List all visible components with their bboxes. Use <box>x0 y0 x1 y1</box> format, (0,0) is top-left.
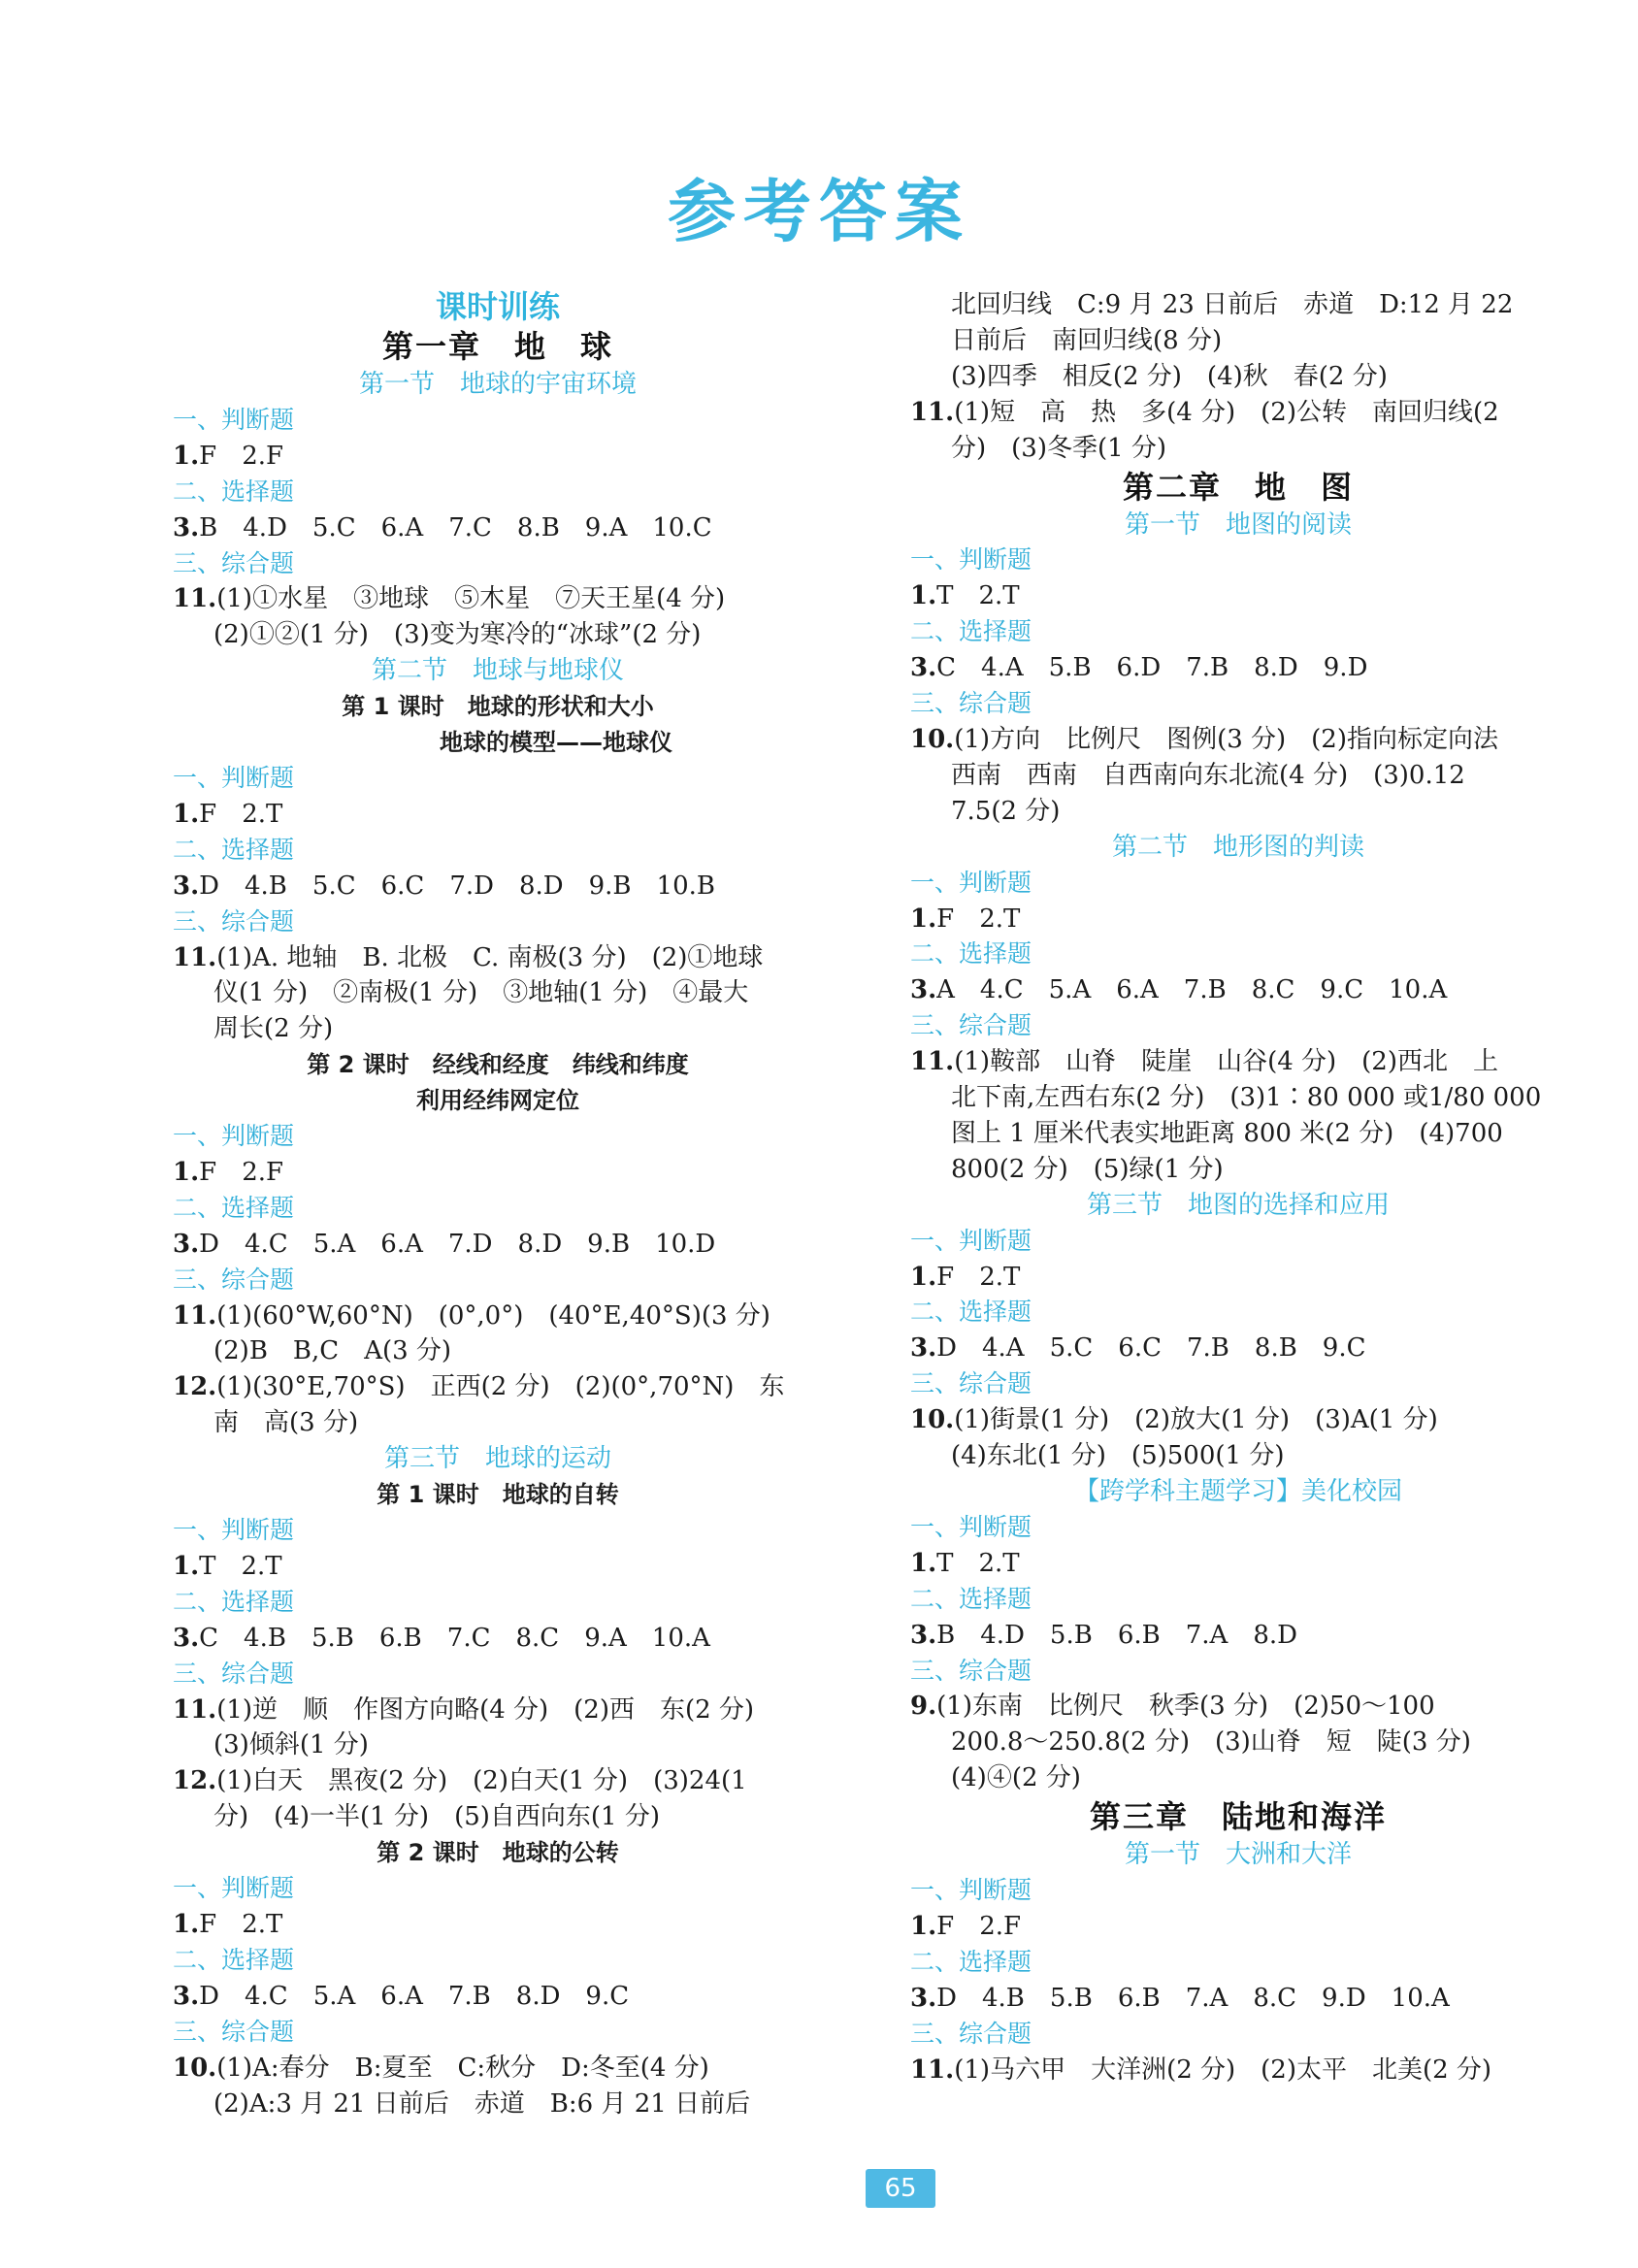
chapter-heading: 第一章 地 球 <box>381 328 613 365</box>
answer-text: (1)①水星 ③地球 ⑤木星 ⑦天王星(4 分) <box>216 584 726 614</box>
answer-line <box>173 439 823 475</box>
answer-text: (1)A. 地轴 B. 北极 C. 南极(3 分) (2)①地球 <box>216 942 764 972</box>
answer-continuation: 北下南,左西右东(2 分) (3)1∶80 000 或1/80 000 <box>951 1083 1542 1113</box>
question-number: 11. <box>173 942 217 972</box>
answer-line <box>173 1621 823 1657</box>
answer-continuation: (2)B B,C A(3 分) <box>213 1336 452 1366</box>
answer-text: T 2.T <box>199 1551 282 1581</box>
answer-continuation: 分) (3)冬季(1 分) <box>951 433 1167 463</box>
answer-continuation: 南 高(3 分) <box>213 1408 359 1438</box>
answer-text: D 4.B 5.B 6.B 7.A 8.C 9.D 10.A <box>936 1983 1450 2013</box>
question-number: 1. <box>910 1262 937 1292</box>
answer-line <box>173 1369 823 1405</box>
question-number: 11. <box>173 1300 217 1331</box>
question-type-label: 一、判断题 <box>173 1122 295 1151</box>
question-type-label: 三、综合题 <box>173 2017 295 2046</box>
question-type-label: 二、选择题 <box>910 1298 1032 1327</box>
answer-line <box>910 1331 1566 1366</box>
lesson-title: 第 1 课时 地球的自转 <box>377 1481 619 1509</box>
answer-continuation: (3)四季 相反(2 分) (4)秋 春(2 分) <box>951 361 1388 391</box>
chapter-heading: 第二章 地 图 <box>1122 468 1354 506</box>
answer-line <box>173 1979 823 2015</box>
answer-text: D 4.C 5.A 6.A 7.D 8.D 9.B 10.D <box>199 1229 716 1259</box>
lesson-title: 第 2 课时 地球的公转 <box>377 1839 619 1867</box>
question-number: 3. <box>910 653 937 683</box>
answer-text: C 4.A 5.B 6.D 7.B 8.D 9.D <box>936 653 1368 683</box>
answer-text: F 2.T <box>199 799 283 829</box>
question-type-label: 二、选择题 <box>910 1947 1032 1976</box>
answer-text: T 2.T <box>936 581 1020 611</box>
answer-line <box>173 1155 823 1191</box>
answer-text: B 4.D 5.C 6.A 7.C 8.B 9.A 10.C <box>199 512 712 542</box>
question-type-label: 三、综合题 <box>910 1656 1032 1685</box>
question-number: 12. <box>173 1372 217 1402</box>
answer-text: (1)短 高 热 多(4 分) (2)公转 南回归线(2 <box>954 397 1499 427</box>
answer-text: F 2.T <box>199 1909 283 1939</box>
answer-line <box>173 510 823 546</box>
question-number: 3. <box>910 1333 937 1364</box>
answer-line <box>173 1227 823 1263</box>
question-type-label: 一、判断题 <box>910 545 1032 575</box>
question-type-label: 二、选择题 <box>173 1193 295 1222</box>
question-number: 10. <box>910 724 955 754</box>
answer-line <box>173 869 823 904</box>
answer-continuation: (4)东北(1 分) (5)500(1 分) <box>951 1441 1285 1471</box>
answer-text: F 2.F <box>199 1157 284 1187</box>
left-column <box>173 287 823 2121</box>
answer-text: F 2.T <box>936 904 1021 934</box>
answer-text: D 4.A 5.C 6.C 7.B 8.B 9.C <box>936 1333 1366 1364</box>
answer-continuation: 日前后 南回归线(8 分) <box>951 325 1223 355</box>
question-type-label: 一、判断题 <box>910 1876 1032 1905</box>
question-number: 1. <box>910 904 937 934</box>
section-title: 第一节 地图的阅读 <box>1124 509 1352 540</box>
answer-line <box>173 1693 823 1728</box>
answer-text: D 4.B 5.C 6.C 7.D 8.D 9.B 10.B <box>199 871 715 901</box>
question-number: 1. <box>910 1911 937 1941</box>
answer-text: A 4.C 5.A 6.A 7.B 8.C 9.C 10.A <box>936 975 1448 1005</box>
answer-line <box>910 1689 1566 1725</box>
answer-text: F 2.T <box>936 1262 1021 1292</box>
section-title: 第一节 大洲和大洋 <box>1124 1840 1352 1870</box>
answer-line <box>173 581 823 617</box>
question-number: 11. <box>910 397 955 427</box>
question-type-label: 二、选择题 <box>910 617 1032 646</box>
answer-line <box>910 1402 1566 1438</box>
answer-continuation: (2)①②(1 分) (3)变为寒冷的“冰球”(2 分) <box>213 620 702 650</box>
section-title: 第一节 地球的宇宙环境 <box>358 370 637 399</box>
answer-text: (1)东南 比例尺 秋季(3 分) (2)50～100 <box>936 1692 1435 1722</box>
answer-continuation: 北回归线 C:9 月 23 日前后 赤道 D:12 月 22 <box>951 290 1514 319</box>
answer-line <box>910 650 1566 686</box>
question-type-label: 一、判断题 <box>173 405 295 434</box>
answer-text: C 4.B 5.B 6.B 7.C 8.C 9.A 10.A <box>199 1623 710 1653</box>
question-number: 12. <box>173 1766 217 1796</box>
chapter-heading: 第三章 陆地和海洋 <box>1089 1798 1387 1836</box>
question-type-label: 三、综合题 <box>910 689 1032 718</box>
page-title: 参考答案 <box>668 171 970 251</box>
question-type-label: 二、选择题 <box>173 1587 295 1616</box>
answer-continuation: 西南 西南 自西南向东北流(4 分) (3)0.12 <box>951 760 1465 790</box>
question-number: 3. <box>910 975 937 1005</box>
section-title: 第二节 地球与地球仪 <box>371 656 624 686</box>
question-number: 3. <box>173 1981 200 2011</box>
answer-continuation: 分) (4)一半(1 分) (5)自西向东(1 分) <box>213 1802 660 1832</box>
question-type-label: 一、判断题 <box>910 1226 1032 1255</box>
question-number: 10. <box>910 1405 955 1435</box>
answer-line <box>910 395 1566 431</box>
question-type-label: 一、判断题 <box>173 763 295 792</box>
question-type-label: 三、综合题 <box>173 548 295 577</box>
question-type-label: 三、综合题 <box>173 1659 295 1688</box>
answer-text: F 2.F <box>936 1911 1022 1941</box>
answer-line <box>910 1618 1566 1654</box>
answer-continuation: 200.8～250.8(2 分) (3)山脊 短 陡(3 分) <box>951 1727 1471 1758</box>
question-number: 3. <box>173 512 200 542</box>
question-number: 3. <box>173 871 200 901</box>
answer-line <box>173 797 823 833</box>
question-type-label: 二、选择题 <box>173 1945 295 1974</box>
question-number: 11. <box>910 2054 955 2085</box>
question-number: 9. <box>910 1692 937 1722</box>
question-number: 3. <box>173 1229 200 1259</box>
answer-text: F 2.F <box>199 441 284 471</box>
question-type-label: 一、判断题 <box>173 1516 295 1544</box>
answer-text: (1)(60°W,60°N) (0°,0°) (40°E,40°S)(3 分) <box>216 1300 770 1331</box>
section-title: 【跨学科主题学习】美化校园 <box>1073 1477 1402 1506</box>
answer-continuation: 周长(2 分) <box>213 1014 334 1044</box>
answer-text: (1)鞍部 山脊 陡崖 山谷(4 分) (2)西北 上 <box>954 1047 1498 1077</box>
answer-line <box>910 1909 1566 1945</box>
answer-continuation: 800(2 分) (5)绿(1 分) <box>951 1154 1224 1184</box>
lesson-title: 第 1 课时 地球的形状和大小 <box>342 693 654 721</box>
question-number: 11. <box>910 1047 955 1077</box>
answer-text: (1)(30°E,70°S) 正西(2 分) (2)(0°,70°N) 东 <box>216 1372 785 1402</box>
question-type-label: 二、选择题 <box>173 477 295 506</box>
question-number: 1. <box>173 1909 200 1939</box>
answer-continuation: (3)倾斜(1 分) <box>213 1730 369 1760</box>
answer-line <box>910 1260 1566 1296</box>
answer-line <box>910 722 1566 758</box>
question-number: 10. <box>173 2053 217 2083</box>
section-heading: 课时训练 <box>435 288 560 325</box>
answer-line <box>910 578 1566 614</box>
answer-text: (1)马六甲 大洋洲(2 分) (2)太平 北美(2 分) <box>954 2054 1492 2085</box>
answer-continuation: (4)④(2 分) <box>951 1763 1081 1793</box>
question-type-label: 三、综合题 <box>173 906 295 936</box>
section-title: 第三节 地图的选择和应用 <box>1086 1190 1390 1220</box>
answer-line <box>173 2051 823 2087</box>
answer-text: (1)A:春分 B:夏至 C:秋分 D:冬至(4 分) <box>216 2053 709 2083</box>
answer-text: (1)方向 比例尺 图例(3 分) (2)指向标定向法 <box>954 724 1498 754</box>
section-title: 第二节 地形图的判读 <box>1111 832 1364 862</box>
answer-text: B 4.D 5.B 6.B 7.A 8.D <box>936 1620 1297 1650</box>
question-number: 1. <box>173 441 200 471</box>
answer-continuation: 图上 1 厘米代表实地距离 800 米(2 分) (4)700 <box>951 1118 1503 1148</box>
answer-line <box>910 972 1566 1008</box>
answer-text: (1)街景(1 分) (2)放大(1 分) (3)A(1 分) <box>954 1405 1438 1435</box>
question-type-label: 三、综合题 <box>173 1265 295 1294</box>
answer-line <box>173 940 823 976</box>
question-number: 11. <box>173 584 217 614</box>
answer-continuation: 7.5(2 分) <box>951 796 1061 826</box>
lesson-title: 地球的模型——地球仪 <box>440 729 672 757</box>
page-number: 65 <box>866 2169 935 2208</box>
answer-text: (1)逆 顺 作图方向略(4 分) (2)西 东(2 分) <box>216 1694 755 1725</box>
question-type-label: 一、判断题 <box>910 868 1032 897</box>
answer-continuation: (2)A:3 月 21 日前后 赤道 B:6 月 21 日前后 <box>213 2088 751 2119</box>
question-number: 3. <box>910 1620 937 1650</box>
answer-continuation: 仪(1 分) ②南极(1 分) ③地轴(1 分) ④最大 <box>213 978 749 1008</box>
answer-line <box>910 902 1566 937</box>
answer-line <box>910 1981 1566 2017</box>
answer-line <box>910 2053 1566 2088</box>
question-number: 1. <box>910 581 937 611</box>
question-type-label: 二、选择题 <box>910 1584 1032 1613</box>
answer-text: D 4.C 5.A 6.A 7.B 8.D 9.C <box>199 1981 630 2011</box>
question-number: 3. <box>173 1623 200 1653</box>
question-number: 3. <box>910 1983 937 2013</box>
lesson-title: 利用经纬网定位 <box>416 1087 579 1115</box>
answer-line <box>173 1549 823 1585</box>
question-number: 1. <box>173 799 200 829</box>
right-column <box>910 287 1566 2088</box>
answer-line <box>173 1298 823 1334</box>
question-number: 1. <box>173 1551 200 1581</box>
question-type-label: 一、判断题 <box>910 1512 1032 1541</box>
answer-line <box>173 1907 823 1943</box>
lesson-title: 第 2 课时 经线和经度 纬线和纬度 <box>307 1051 689 1079</box>
question-number: 1. <box>173 1157 200 1187</box>
question-type-label: 一、判断题 <box>173 1874 295 1903</box>
question-number: 11. <box>173 1694 217 1725</box>
answer-text: T 2.T <box>936 1548 1020 1578</box>
section-title: 第三节 地球的运动 <box>383 1444 611 1474</box>
question-type-label: 三、综合题 <box>910 2019 1032 2048</box>
answer-line <box>910 1546 1566 1582</box>
answer-text: (1)白天 黑夜(2 分) (2)白天(1 分) (3)24(1 <box>216 1766 747 1796</box>
question-type-label: 三、综合题 <box>910 1011 1032 1040</box>
question-type-label: 二、选择题 <box>910 939 1032 969</box>
question-type-label: 三、综合题 <box>910 1369 1032 1398</box>
answer-line <box>173 1763 823 1799</box>
question-number: 1. <box>910 1548 937 1578</box>
answer-line <box>910 1044 1566 1080</box>
question-type-label: 二、选择题 <box>173 835 295 864</box>
